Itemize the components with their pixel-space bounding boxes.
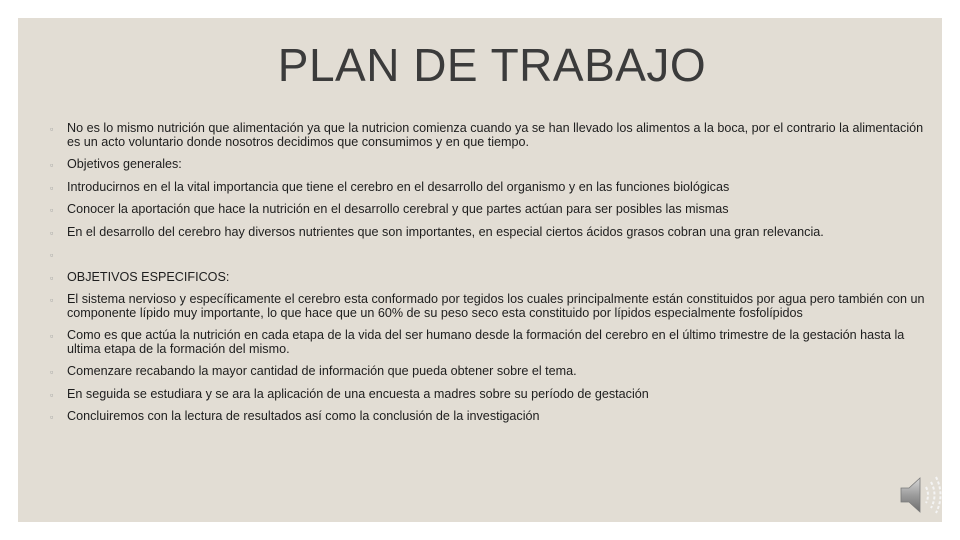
list-item bbox=[50, 181, 928, 195]
list-item bbox=[50, 122, 928, 149]
list-item bbox=[50, 329, 928, 356]
list-item bbox=[50, 388, 928, 402]
bullet-text: Objetivos generales: bbox=[67, 157, 182, 171]
bullet-marker: ▫ bbox=[50, 182, 54, 193]
bullet-marker: ▫ bbox=[50, 227, 54, 238]
list-item bbox=[50, 203, 928, 217]
speaker-icon[interactable] bbox=[898, 472, 942, 518]
bullet-marker: ▫ bbox=[50, 331, 54, 341]
list-item bbox=[50, 410, 928, 424]
bullet-text: No es lo mismo nutrición que alimentación ya que la nutricion comienza cuando ya se han llevado los alimentos a la boca, por el contrario la alimentación es un acto voluntario donde nosotros decidimos que consumimos y en que tiempo. bbox=[67, 121, 924, 149]
list-item bbox=[50, 365, 928, 379]
bullet-marker: ▫ bbox=[50, 367, 54, 377]
bullet-text: Concluiremos con la lectura de resultados así como la conclusión de la investigación bbox=[67, 409, 540, 423]
bullet-marker: ▫ bbox=[50, 295, 54, 305]
bullet-text: Introducirnos en el la vital importancia que tiene el cerebro en el desarrollo del organismo y en las funciones biológicas bbox=[67, 179, 730, 194]
bullet-text: Conocer la aportación que hace la nutrición en el desarrollo cerebral y que partes actúan para ser posibles las mismas bbox=[67, 202, 729, 216]
bullet-marker: ▫ bbox=[50, 205, 54, 215]
bullet-marker: ▫ bbox=[50, 389, 54, 400]
bullet-text: En el desarrollo del cerebro hay diversos nutrientes que son importantes, en especial ciertos ácidos grasos cobran una gran relevancia. bbox=[67, 224, 824, 239]
bullet-marker: ▫ bbox=[50, 124, 54, 134]
bullet-text: El sistema nervioso y específicamente el cerebro esta conformado por tegidos los cuales principalmente están constituidos por agua pero también con un componente lípido muy importante, lo que hace que un 60% de su peso seco esta constituido por lípidos especialmente fosfolípidos bbox=[67, 292, 925, 320]
bullet-marker: ▫ bbox=[50, 272, 54, 283]
bullet-marker: ▫ bbox=[50, 412, 54, 422]
bullet-text: Comenzare recabando la mayor cantidad de información que pueda obtener sobre el tema. bbox=[67, 364, 577, 378]
bullet-list bbox=[50, 122, 928, 433]
list-item bbox=[50, 293, 928, 320]
list-item bbox=[50, 226, 928, 240]
list-item-empty bbox=[50, 248, 928, 262]
bullet-text: En seguida se estudiara y se ara la aplicación de una encuesta a madres sobre su período de gestación bbox=[67, 386, 649, 401]
speaker-icon-graphic bbox=[898, 472, 942, 518]
slide bbox=[18, 18, 942, 522]
list-item bbox=[50, 158, 928, 172]
bullet-text: Como es que actúa la nutrición en cada etapa de la vida del ser humano desde la formación del cerebro en el último trimestre de la gestación hasta la ultima etapa de la formación del mismo. bbox=[67, 328, 905, 356]
list-item bbox=[50, 271, 928, 285]
bullet-text: OBJETIVOS ESPECIFICOS: bbox=[67, 269, 230, 284]
bullet-marker: ▫ bbox=[50, 250, 54, 260]
bullet-marker: ▫ bbox=[50, 160, 54, 170]
slide-title: PLAN DE TRABAJO bbox=[277, 39, 707, 91]
